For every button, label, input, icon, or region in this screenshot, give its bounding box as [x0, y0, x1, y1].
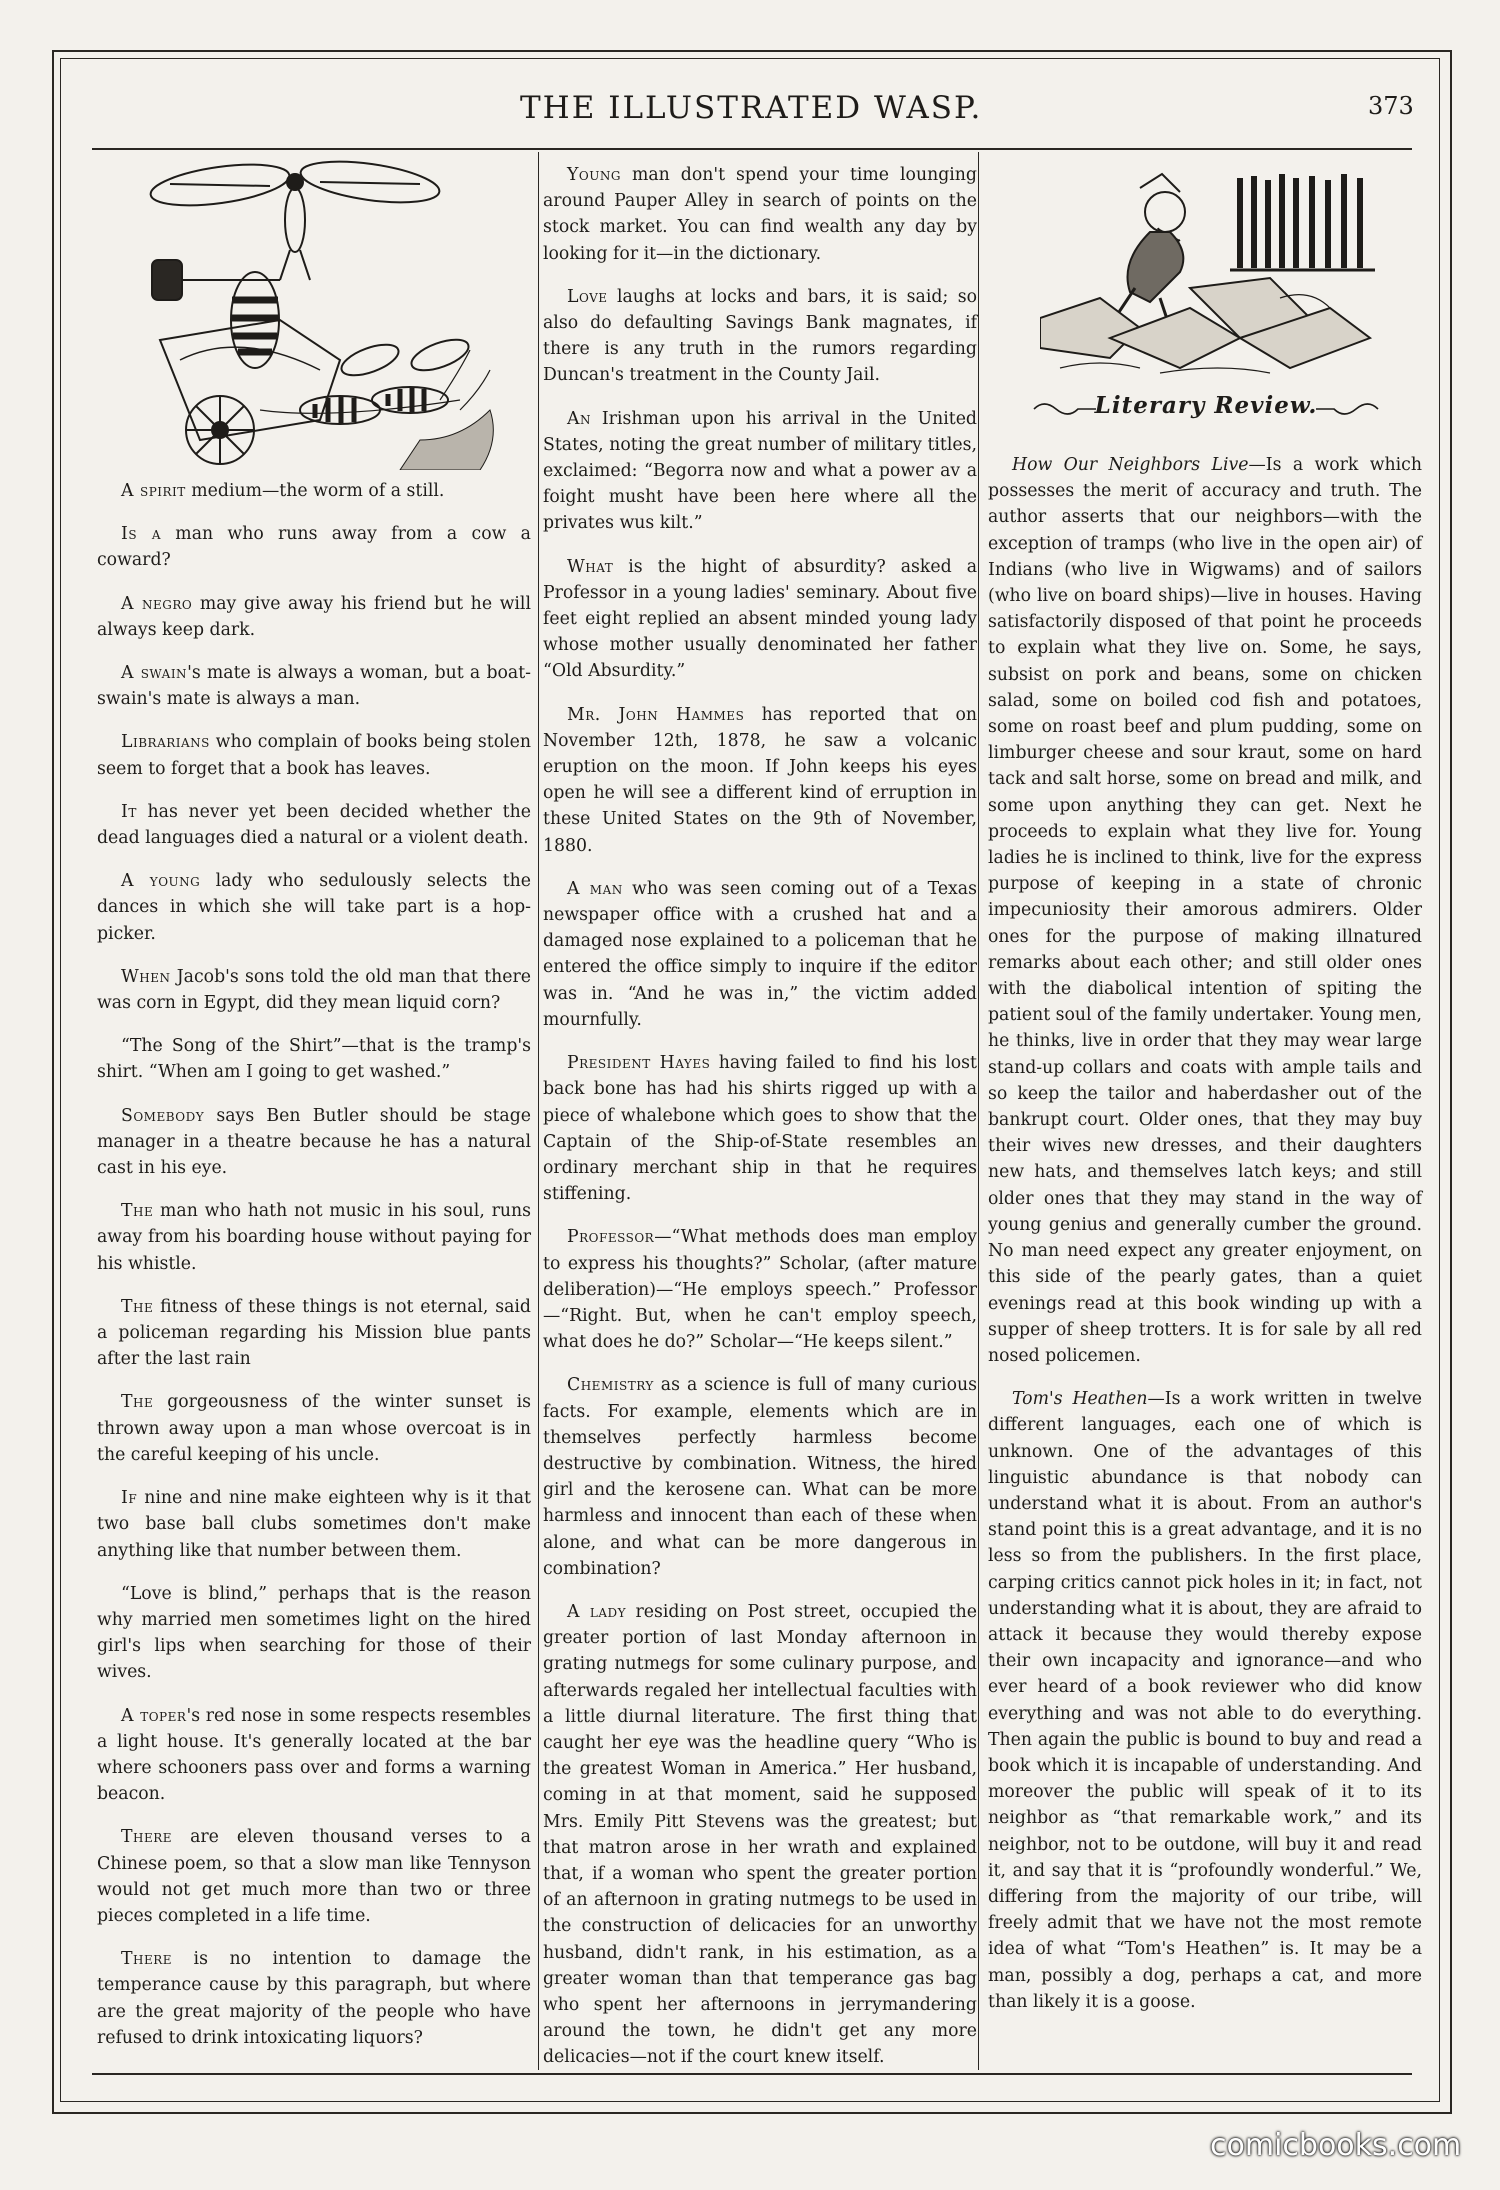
col1-paragraph: The gorgeousness of the winter sunset is thrown away upon a man whose overcoat is in the careful keeping of his uncle. — [97, 1392, 531, 1465]
col2-paragraph: What is the hight of absurdity? asked a Professor in a young ladies' seminary. About five feet eight replied an absent minded young lady whose mother usually denominated her father “Old Absurdity.” — [543, 556, 977, 682]
bottom-rule — [92, 2073, 1412, 2075]
header-rule — [92, 148, 1412, 150]
col1-paragraph: There are eleven thousand verses to a Chinese poem, so that a slow man like Tennyson would not get much more than two or three pieces completed in a life time. — [97, 1827, 531, 1926]
column-rule-left — [538, 152, 539, 2070]
col1-paragraph: Somebody says Ben Butler should be stage manager in a theatre because he has a natural cast in his eye. — [97, 1105, 531, 1179]
col1-paragraph: A young lady who sedulously selects the dances in which she will take part is a hop-picker. — [97, 871, 531, 944]
col2-paragraph: Love laughs at locks and bars, it is said; so also do defaulting Savings Bank magnates, if there is any truth in the rumors regarding Duncan's treatment in the County Jail. — [543, 286, 977, 386]
col1-paragraph: “The Song of the Shirt”—that is the tramp's shirt. “When am I going to get washed.” — [97, 1036, 531, 1083]
column-rule-right — [978, 152, 979, 2070]
col1-paragraph: A spirit medium—the worm of a still. — [121, 481, 445, 501]
col1-paragraph: It has never yet been decided whether the dead languages died a natural or a violent death. — [97, 801, 531, 849]
watermark: comicbooks.com — [1210, 2128, 1462, 2163]
col1-paragraph: If nine and nine make eighteen why is it that two base ball clubs sometimes don't make anything like that number between them. — [97, 1488, 531, 1561]
wasp-chariot-illustration — [140, 160, 510, 470]
review-paragraph-how-our-neighbors-live: How Our Neighbors Live—Is a work which possesses the merit of accuracy and truth. The author asserts that our neighbors—with the exception of tramps (who live in the open air) of Indians (who live in Wigwams) and of sailors (who live on board ships)—live in houses. Having satisfactorily disposed of that point he proceeds to explain what they live on. Some, he says, subsist on pork and beans, some on chicken salad, some on boiled cod fish and potatoes, some on roast beef and plum pudding, some on limburger cheese and sour kraut, some on hard tack and salt horse, some on bread and milk, and some upon anything they can get. Next he proceeds to explain what they live for. Young ladies he is inclined to think, live for the express purpose of keeping in a state of chronic impecuniosity their amorous admirers. Older ones for the purpose of making illnatured remarks about each other; and still older ones with the diabolical intention of spiting the patient soul of the family undertaker. Young men, he thinks, live in order that they may wear large stand-up collars and coats with ample tails and so keep the tailor and haberdasher out of the bankrupt court. Older ones, that they may buy their wives new dresses, and their daughters new hats, and themselves latch keys; and still older ones that they may stand in the way of young genius and generally cumber the ground. No man need expect any greater enjoyment, on this side of the pearly gates, than a quiet evenings read at this book winding up with a supper of sheep trotters. It is for sale by all red nosed policemen. — [988, 455, 1423, 1366]
col2-paragraph: President Hayes having failed to find his lost back bone has had his shirts rigged up with a piece of whalebone which goes to show that the Captain of the Ship-of-State resembles an ordinary merchant ship in that he requires stiffening. — [543, 1053, 977, 1205]
col1-paragraph: A toper's red nose in some respects resembles a light house. It's generally located at the bar where schooners pass over and forms a warning beacon. — [97, 1705, 532, 1805]
col1-paragraph: There is no intention to damage the temperance cause by this paragraph, but where are the great majority of the people who have refused to drink intoxicating liquors? — [97, 1949, 531, 2048]
col1-paragraph: “Love is blind,” perhaps that is the reason why married men sometimes light on the hired girl's lips when searching for those of their wives. — [97, 1583, 531, 1683]
review-paragraph-toms-heathen: Tom's Heathen—Is a work written in twelve different languages, each one of which is unknown. One of the advantages of this linguistic abundance is that nobody can understand what it is about. From an author's stand point this is a great advantage, and it is no less so from the publishers. In the first place, carping critics cannot pick holes in it; in fact, not understanding what it is about, they are afraid to attack it because they would thereby expose their own incapacity and ignorance—and who ever heard of a book reviewer who did know everything and was not able to do everything. Then again the public is bound to buy and read a book which it is incapable of understanding. And moreover the public will speak of it to its neighbor as “that remarkable work,” and its neighbor, not to be outdone, will buy it and read it, and say that it is “profoundly wonderful.” We, differing from the majority of our tribe, will freely admit that we have not the most remote idea of what “Tom's Heathen” is. It may be a man, possibly a dog, perhaps a cat, and more than likely it is a goose. — [988, 1389, 1422, 2012]
column-1 — [97, 478, 531, 2068]
col1-paragraph: When Jacob's sons told the old man that there was corn in Egypt, did they mean liquid corn? — [97, 966, 531, 1014]
masthead: THE ILLUSTRATED WASP. — [520, 90, 983, 126]
col1-paragraph: Librarians who complain of books being stolen seem to forget that a book has leaves. — [97, 732, 531, 779]
literary-review-header — [1030, 388, 1382, 428]
col2-paragraph: Chemistry as a science is full of many curious facts. For example, elements which are in themselves perfectly harmless become destructive by combination. Witness, the hired girl and the kerosene can. What can be more harmless and innocent than each of these when alone, and what can be more dangerous in combination? — [543, 1375, 977, 1579]
col1-paragraph: Is a man who runs away from a cow a coward? — [97, 524, 531, 571]
col1-paragraph: A swain's mate is always a woman, but a boat-swain's mate is always a man. — [97, 663, 531, 710]
col2-paragraph: Young man don't spend your time lounging around Pauper Alley in search of points on the stock market. You can find wealth any day by looking for it—in the dictionary. — [543, 165, 977, 264]
col1-paragraph: A negro may give away his friend but he will always keep dark. — [97, 593, 531, 640]
col2-paragraph: Mr. John Hammes has reported that on November 12th, 1878, he saw a volcanic eruption on the moon. If John keeps his eyes open he will see a different kind of erruption in these United States on the 9th of November, 1880. — [543, 704, 977, 856]
literary-review-title: Literary Review. — [1094, 392, 1318, 419]
col1-paragraph: The fitness of these things is not eternal, said a policeman regarding his Mission blue pants after the last rain — [97, 1296, 531, 1370]
col2-paragraph: A lady residing on Post street, occupied the greater portion of last Monday afternoon in grating nutmegs for some culinary purpose, and afterwards regaled her intellectual faculties with a little diurnal literature. The first thing that caught her eye was the headline query “Who is the greatest Woman in America.” Her husband, coming in at that moment, said he supposed Mrs. Emily Pitt Stevens was the greatest; but that matron arose in her wrath and explained that, if a woman who spent the greater portion of an afternoon in grating nutmegs to be used in the construction of delicacies for an unworthy husband, didn't rank, in his estimation, as a greater woman than that temperance gas bag who spent her afternoons in jerrymandering around the town, he didn't get any more delicacies—not if the court knew itself. — [543, 1601, 978, 2068]
col2-paragraph: Professor—“What methods does man employ to express his thoughts?” Scholar, (after mature deliberation)—“He employs speech.” Professor—“Right. But, when he can't employ speech, what does he do?” Scholar—“He keeps silent.” — [543, 1227, 977, 1353]
col2-paragraph: An Irishman upon his arrival in the United States, noting the great number of military titles, exclaimed: “Begorra now and what a power av a foight musht have been here where all the privates wus kilt.” — [543, 408, 977, 534]
literary-review-illustration — [1040, 168, 1380, 380]
page-number: 373 — [1368, 92, 1414, 120]
column-3 — [988, 452, 1422, 2032]
column-2 — [543, 162, 977, 2088]
col2-paragraph: A man who was seen coming out of a Texas newspaper office with a crushed hat and a damaged nose explained to a policeman that he entered the office simply to inquire if the editor was in. “And he was in,” the victim added mournfully. — [543, 878, 977, 1030]
col1-paragraph: The man who hath not music in his soul, runs away from his boarding house without paying for his whistle. — [97, 1201, 531, 1274]
